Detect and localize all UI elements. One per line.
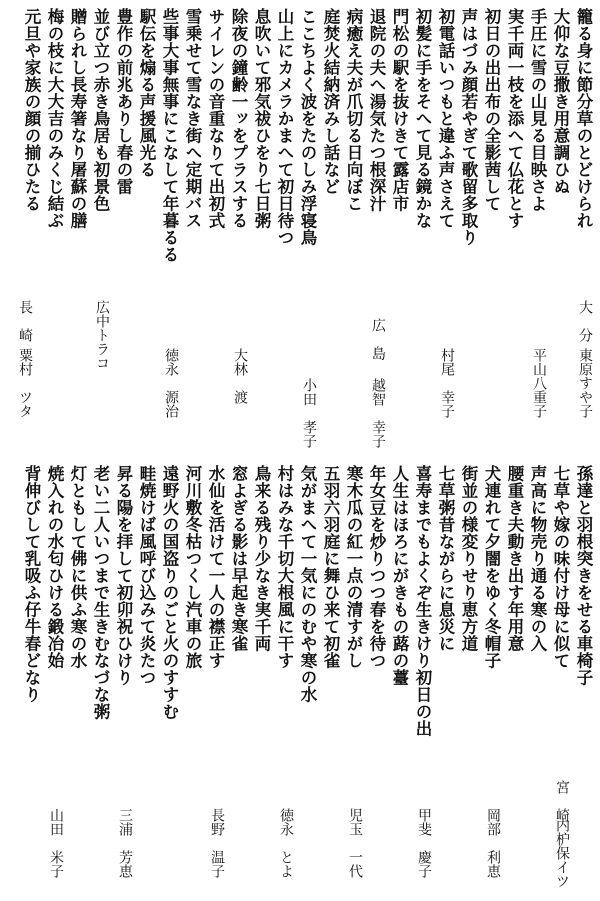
haiku-line: 遠野火の国盗りのごと火のすすむ (160, 465, 179, 720)
haiku-line: ここちよく波をたのしみ浮寝鳥 (298, 8, 317, 246)
author-name: 粟村 ツタ (17, 348, 33, 418)
haiku-line: 街並の様変りせり恵方道 (459, 465, 478, 652)
author-name: 小田 孝子 (301, 378, 317, 448)
haiku-line: 水仙を活けて一人の襟正す (206, 465, 225, 669)
haiku-line: 五羽六羽庭に舞ひ来て初雀 (321, 465, 340, 669)
author-name: 甲斐 慶子 (416, 808, 432, 878)
haiku-line: 雪乗せて雪なき街へ定期バス (183, 8, 202, 229)
haiku-line: 孫達と羽根突きをせる車椅子 (574, 465, 593, 686)
haiku-line: 元旦や家族の顔の揃ひたる (22, 8, 41, 212)
author-name: 大林 渡 (232, 348, 248, 404)
author-name: 東原すや子 (577, 348, 593, 418)
author-name: 岡部 利恵 (485, 808, 501, 878)
haiku-line: 老い二人いつまで生きむなづな粥 (91, 465, 110, 720)
author-name: 児玉 一代 (347, 808, 363, 878)
haiku-line: 声高に物売り通る寒の入 (528, 465, 547, 652)
haiku-line: 初電話いつもと違ふ声さえて (436, 8, 455, 229)
haiku-line: 門松の駅を抜けきて露店市 (390, 8, 409, 212)
haiku-line: 背伸びして乳吸ふ仔牛春どなり (22, 465, 41, 703)
haiku-line: 腰重き夫動き出す年用意 (505, 465, 524, 652)
haiku-line: サイレンの音重なりて出初式 (206, 8, 225, 229)
author-name: 越智 幸子 (370, 378, 386, 448)
haiku-line: 退院の夫へ湯気たつ根深汁 (367, 8, 386, 212)
haiku-line: 気がまへて一気にのむや寒の水 (298, 465, 317, 703)
haiku-line: 除夜の鐘齢一ッをプラスする (229, 8, 248, 229)
prefecture-label: 長 崎 (17, 300, 33, 342)
haiku-line: 人生はほろにがきもの蕗の薹 (390, 465, 409, 686)
haiku-line: 村はみな千切大根風に干す (275, 465, 294, 669)
author-name: 徳永 源治 (163, 348, 179, 418)
haiku-line: 駅伝を煽る声援風光る (137, 8, 156, 178)
haiku-line: 畦焼けば風呼び込みて炎たつ (137, 465, 156, 686)
haiku-line: 七草粥昔ながらに息災に (436, 465, 455, 652)
haiku-line: 七草や嫁の味付け母に似て (551, 465, 570, 669)
haiku-line: 灯ともして佛に供ふ寒の水 (68, 465, 87, 669)
haiku-line: 鳥来る残り少なき実千両 (252, 465, 271, 652)
haiku-line: 河川敷冬枯つくし汽車の旅 (183, 465, 202, 669)
author-name: 内枦保イツ (554, 818, 570, 888)
haiku-line: 声はづみ顔若やぎて歌留多取り (459, 8, 478, 246)
haiku-line: 焼入れの水匂ひける鍛冶始 (45, 465, 64, 669)
author-name: 三浦 芳恵 (117, 808, 133, 878)
haiku-line: 寒木瓜の紅一点の清すがし (344, 465, 363, 669)
author-name: 広中トラコ (94, 300, 110, 370)
author-name: 徳永 とよ (278, 808, 294, 878)
haiku-line: 息吹いて邪気祓ひをり七日粥 (252, 8, 271, 229)
haiku-line: 山上にカメラかまへて初日待つ (275, 8, 294, 246)
haiku-line: 年女豆を炒りつつ春を待つ (367, 465, 386, 669)
author-name: 山田 米子 (48, 808, 64, 878)
haiku-line: 初日の出出布の全影茜して (482, 8, 501, 212)
author-name: 長野 温子 (209, 808, 225, 878)
haiku-line: 窓よぎる影は早起き寒雀 (229, 465, 248, 652)
prefecture-label: 大 分 (577, 300, 593, 342)
author-name: 村尾 幸子 (439, 348, 455, 418)
haiku-line: 実千両一枝を添へて仏花とす (505, 8, 524, 229)
haiku-line: 豊作の前兆ありし春の雷 (114, 8, 133, 195)
haiku-line: 大仰な豆撒き用意調ひぬ (551, 8, 570, 195)
prefecture-label: 広 島 (370, 318, 386, 360)
prefecture-label: 宮 崎 (554, 780, 570, 822)
haiku-line: 手圧に雪の山見る目映さよ (528, 8, 547, 212)
haiku-line: 籠る身に節分草のとどけられ (574, 8, 593, 229)
haiku-line: 犬連れて夕闇をゆく冬帽子 (482, 465, 501, 669)
haiku-line: 初髪に手をそへて見る鏡かな (413, 8, 432, 229)
haiku-line: 些事大事無事にこなして年暮るる (160, 8, 179, 263)
haiku-line: 並び立つ赤き鳥居も初景色 (91, 8, 110, 212)
haiku-line: 喜寿までもよくぞ生きけり初日の出 (413, 465, 432, 737)
haiku-line: 病癒え夫が爪切る日向ぼこ (344, 8, 363, 212)
haiku-line: 贈られし長寿箸なり屠蘇の膳 (68, 8, 87, 229)
haiku-line: 庭焚火結納済みし話など (321, 8, 340, 195)
haiku-line: 梅の枝に大大吉のみくじ結ぶ (45, 8, 64, 229)
author-name: 平山八重子 (531, 348, 547, 418)
haiku-line: 昇る陽を拝して初卯祝ひけり (114, 465, 133, 686)
